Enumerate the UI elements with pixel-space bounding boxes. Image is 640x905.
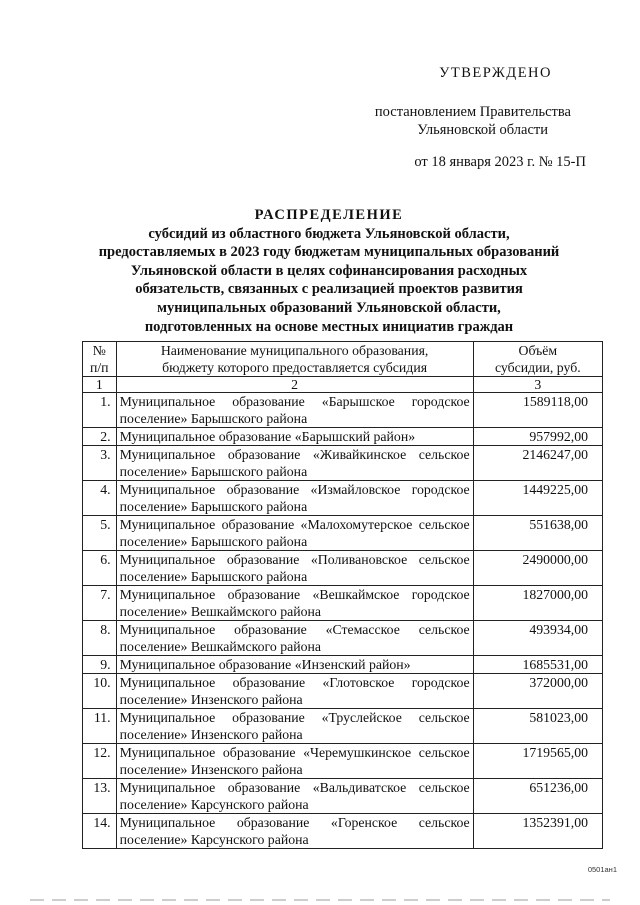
row-municipality-name: Муниципальное образование «Живайкинское сельское поселение» Барышского района — [116, 446, 473, 481]
row-number: 10. — [83, 674, 117, 709]
row-number: 9. — [83, 656, 117, 674]
row-municipality-name: Муниципальное образование «Малохомутерское сельское поселение» Барышского района — [116, 516, 473, 551]
document-subtitle-line: обязательств, связанных с реализацией проектов развития — [135, 281, 523, 298]
row-subsidy-amount: 1827000,00 — [473, 586, 602, 621]
document-subtitle-line: субсидий из областного бюджета Ульяновской области, — [148, 225, 510, 242]
row-subsidy-amount: 1352391,00 — [473, 814, 602, 849]
header-number — [83, 342, 117, 377]
column-index-row — [83, 377, 603, 393]
table-row — [83, 814, 603, 849]
scan-edge-artifact — [30, 899, 610, 901]
approval-line-3: от 18 января 2023 г. № 15-П — [414, 154, 586, 170]
row-subsidy-amount: 372000,00 — [473, 674, 602, 709]
document-title-block — [60, 206, 598, 336]
row-number: 5. — [83, 516, 117, 551]
row-municipality-name: Муниципальное образование «Стемасское сельское поселение» Вешкаймского района — [116, 621, 473, 656]
column-index-cell: 1 — [83, 377, 117, 393]
approval-line-2: Ульяновской области — [417, 122, 548, 138]
row-number: 7. — [83, 586, 117, 621]
row-municipality-name: Муниципальное образование «Барышское городское поселение» Барышского района — [116, 393, 473, 428]
header-sum — [473, 342, 602, 377]
row-number: 6. — [83, 551, 117, 586]
column-index-cell: 3 — [473, 377, 602, 393]
row-subsidy-amount: 1719565,00 — [473, 744, 602, 779]
row-subsidy-amount: 493934,00 — [473, 621, 602, 656]
document-subtitle-line: предоставляемых в 2023 году бюджетам муниципальных образований — [98, 244, 560, 261]
row-number: 12. — [83, 744, 117, 779]
header-name-line: бюджету которого предоставляется субсидия — [162, 360, 428, 375]
row-number: 2. — [83, 428, 117, 446]
row-subsidy-amount: 1449225,00 — [473, 481, 602, 516]
row-municipality-name: Муниципальное образование «Поливановское сельское поселение» Барышского района — [116, 551, 473, 586]
table-header-row — [83, 342, 603, 377]
table-row — [83, 516, 603, 551]
document-subtitle-line: Ульяновской области в целях софинансирования расходных — [130, 262, 528, 279]
row-municipality-name: Муниципальное образование «Измайловское городское поселение» Барышского района — [116, 481, 473, 516]
row-municipality-name: Муниципальное образование «Глотовское городское поселение» Инзенского района — [116, 674, 473, 709]
row-number: 14. — [83, 814, 117, 849]
column-index-cell: 2 — [116, 377, 473, 393]
header-sum-line: Объём — [518, 343, 558, 358]
approval-title: УТВЕРЖДЕНО — [439, 65, 552, 81]
table-row — [83, 446, 603, 481]
table-row — [83, 621, 603, 656]
row-number: 1. — [83, 393, 117, 428]
row-subsidy-amount: 581023,00 — [473, 709, 602, 744]
row-subsidy-amount: 2146247,00 — [473, 446, 602, 481]
table-body — [83, 393, 603, 849]
header-name — [116, 342, 473, 377]
row-number: 3. — [83, 446, 117, 481]
row-number: 13. — [83, 779, 117, 814]
row-subsidy-amount: 2490000,00 — [473, 551, 602, 586]
table-row — [83, 656, 603, 674]
row-number: 8. — [83, 621, 117, 656]
row-subsidy-amount: 651236,00 — [473, 779, 602, 814]
row-subsidy-amount: 1589118,00 — [473, 393, 602, 428]
document-code: 0501aн1 — [587, 865, 617, 874]
table-row — [83, 709, 603, 744]
table-row — [83, 744, 603, 779]
row-municipality-name: Муниципальное образование «Труслейское сельское поселение» Инзенского района — [116, 709, 473, 744]
row-municipality-name: Муниципальное образование «Горенское сельское поселение» Карсунского района — [116, 814, 473, 849]
table-row — [83, 586, 603, 621]
header-number-line: п/п — [89, 360, 109, 375]
row-municipality-name: Муниципальное образование «Барышский район» — [116, 428, 473, 446]
row-municipality-name: Муниципальное образование «Вешкаймское городское поселение» Вешкаймского района — [116, 586, 473, 621]
header-number-line: № — [92, 343, 106, 358]
row-number: 11. — [83, 709, 117, 744]
approval-line-1: постановлением Правительства — [374, 104, 571, 120]
document-subtitle-line: подготовленных на основе местных инициатив граждан — [144, 318, 514, 335]
row-municipality-name: Муниципальное образование «Инзенский район» — [116, 656, 473, 674]
row-number: 4. — [83, 481, 117, 516]
document-subtitle-line: муниципальных образований Ульяновской области, — [157, 299, 501, 316]
header-sum-line: субсидии, руб. — [494, 360, 581, 375]
row-municipality-name: Муниципальное образование «Черемушкинское сельское поселение» Инзенского района — [116, 744, 473, 779]
table-row — [83, 481, 603, 516]
table-row — [83, 674, 603, 709]
table-row — [83, 779, 603, 814]
table-row — [83, 551, 603, 586]
table-row — [83, 393, 603, 428]
table-row — [83, 428, 603, 446]
row-subsidy-amount: 957992,00 — [473, 428, 602, 446]
row-municipality-name: Муниципальное образование «Вальдиватское сельское поселение» Карсунского района — [116, 779, 473, 814]
row-subsidy-amount: 551638,00 — [473, 516, 602, 551]
document-heading: РАСПРЕДЕЛЕНИЕ — [254, 207, 404, 223]
subsidy-table — [82, 341, 603, 849]
row-subsidy-amount: 1685531,00 — [473, 656, 602, 674]
header-name-line: Наименование муниципального образования, — [160, 343, 429, 358]
